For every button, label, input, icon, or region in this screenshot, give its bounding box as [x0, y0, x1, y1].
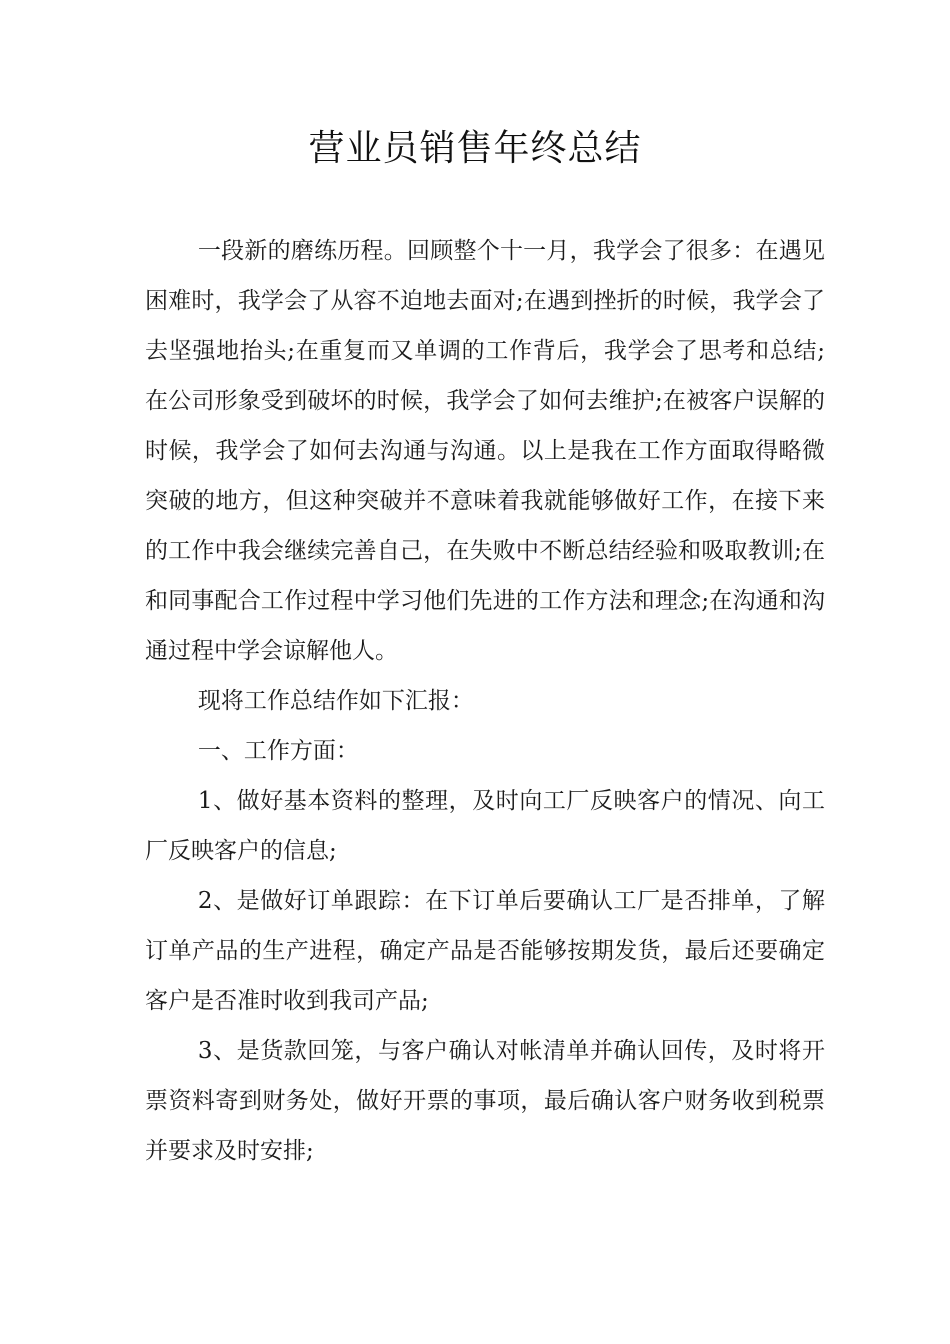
document-title: 营业员销售年终总结	[308, 128, 642, 169]
paragraph-intro: 一段新的磨练历程。回顾整个十一月，我学会了很多：在遇见困难时，我学会了从容不迫地去面对;在遇到挫折的时候，我学会了去坚强地抬头;在重复而又单调的工作背后，我学会了思考和总结;在公司形象受到破坏的时候，我学会了如何去维护;在被客户误解的时候，我学会了如何去沟通与沟通。以上是我在工作方面取得略微突破的地方，但这种突破并不意味着我就能够做好工作，在接下来的工作中我会继续完善自己，在失败中不断总结经验和吸取教训;在和同事配合工作过程中学习他们先进的工作方法和理念;在沟通和沟通过程中学会谅解他人。	[145, 238, 825, 664]
list-item-2: 2、是做好订单跟踪：在下订单后要确认工厂是否排单，了解订单产品的生产进程，确定产品是否能够按期发货，最后还要确定客户是否准时收到我司产品;	[145, 888, 825, 1014]
list-item-1: 1、做好基本资料的整理，及时向工厂反映客户的情况、向工厂反映客户的信息;	[145, 788, 825, 864]
list-item-3: 3、是货款回笼，与客户确认对帐清单并确认回传，及时将开票资料寄到财务处，做好开票的事项，最后确认客户财务收到税票并要求及时安排;	[145, 1038, 825, 1164]
document-body	[145, 226, 825, 1176]
paragraph-report-lead: 现将工作总结作如下汇报：	[197, 688, 474, 714]
section-heading-work: 一、工作方面：	[197, 738, 359, 764]
